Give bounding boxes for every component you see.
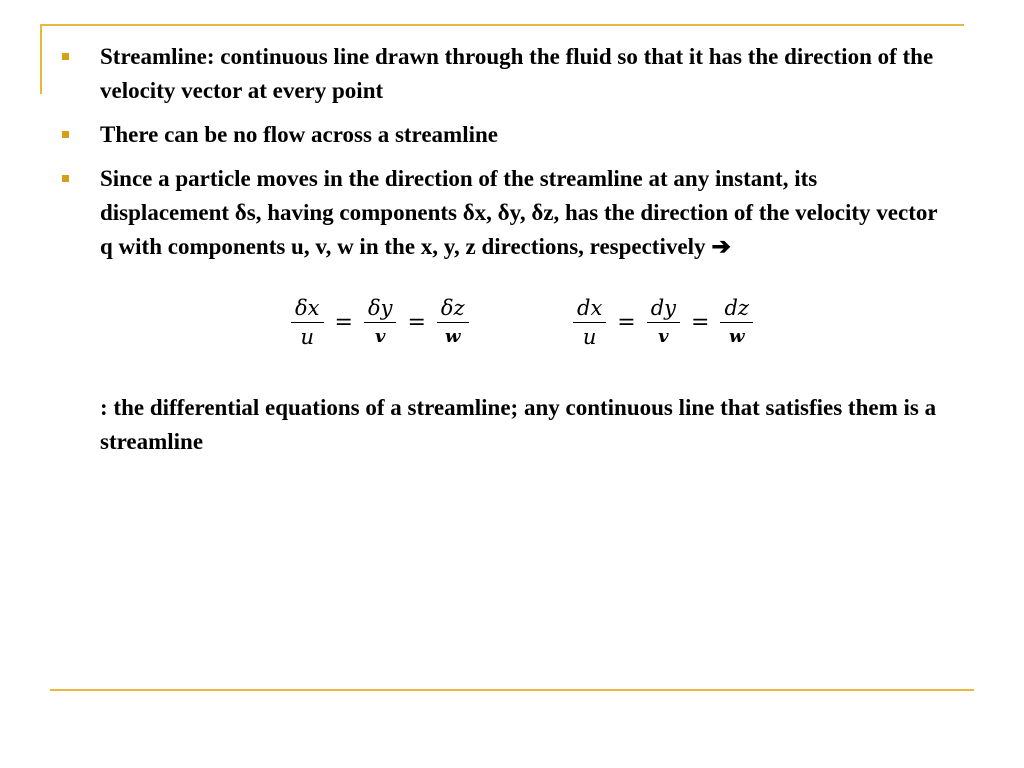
fraction [720,296,753,349]
fraction [437,296,469,349]
right-arrow-icon: ➔ [711,234,731,259]
numerator: δz [437,296,469,323]
denominator: w [728,326,745,347]
fraction [364,296,397,349]
top-rule [40,24,964,26]
equals-sign: = [617,310,636,335]
bullet-text: There can be no flow across a streamline [100,122,498,147]
bullet-streamline-definition [60,40,950,108]
numerator: δy [364,296,397,323]
numerator: δx [291,296,324,323]
bullet-text: Streamline: continuous line drawn through the fluid so that it has the direction of the velocity vector at every point [100,44,934,103]
bullet-list [60,40,950,274]
numerator: dx [573,296,606,323]
numerator: dz [720,296,753,323]
denominator: u [582,325,597,349]
fraction [291,296,324,349]
bullet-square-icon [62,175,69,182]
equals-sign: = [691,310,710,335]
bullet-no-flow [60,118,950,152]
differential-equation [570,296,756,349]
denominator: v [374,326,386,347]
bullet-square-icon [62,53,69,60]
denominator: u [300,325,315,349]
fraction [573,296,606,349]
delta-equation [288,296,472,349]
fraction [647,296,680,349]
streamline-equations [288,296,808,356]
equals-sign: = [334,310,353,335]
bullet-text: Since a particle moves in the direction of the streamline at any instant, its displacement δs, having components δx, δy, δz, has the direction of the velocity vector q with components u, v, w in the x, y, z directions, respectively [100,166,938,259]
numerator: dy [647,296,680,323]
equals-sign: = [407,310,426,335]
denominator: w [445,326,461,347]
bullet-particle-direction [60,162,950,264]
bullet-square-icon [62,131,69,138]
bottom-rule [50,689,974,691]
denominator: v [658,326,669,347]
left-rule [40,24,42,94]
equation-note: : the differential equations of a streamline; any continuous line that satisfies them is a streamline [100,395,937,454]
